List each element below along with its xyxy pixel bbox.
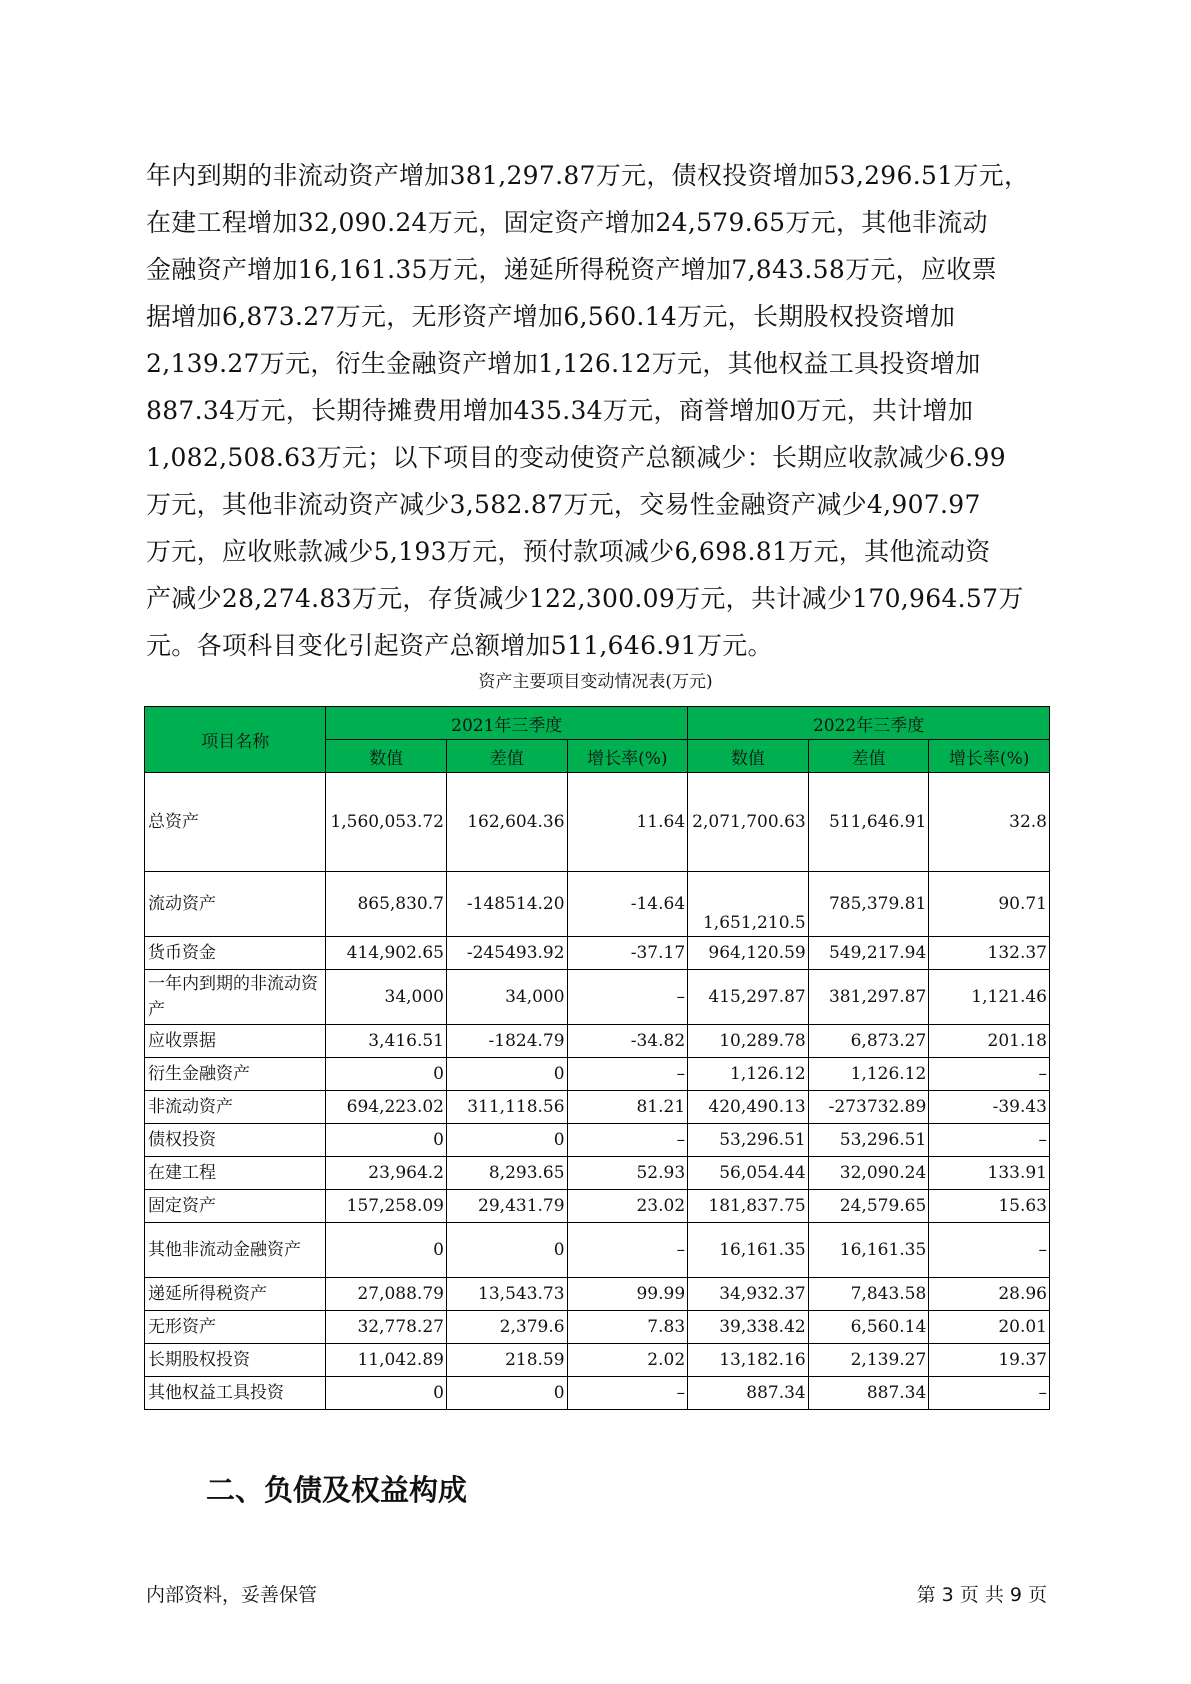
header-diff: 差值 — [446, 740, 567, 773]
cell-diff-2021: 13,543.73 — [446, 1278, 567, 1311]
cell-diff-2021: 34,000 — [446, 970, 567, 1025]
table-row — [145, 1278, 1050, 1311]
cell-value-2021: 0 — [326, 1223, 447, 1278]
table-row — [145, 1344, 1050, 1377]
cell-diff-2021: 2,379.6 — [446, 1311, 567, 1344]
cell-value-2022: 1,651,210.5 — [688, 872, 809, 937]
cell-growth-2022: 132.37 — [929, 937, 1050, 970]
cell-value-2021: 23,964.2 — [326, 1157, 447, 1190]
cell-value-2022: 39,338.42 — [688, 1311, 809, 1344]
cell-diff-2022: 53,296.51 — [808, 1124, 929, 1157]
cell-value-2021: 694,223.02 — [326, 1091, 447, 1124]
cell-growth-2022: 20.01 — [929, 1311, 1050, 1344]
cell-diff-2021: 311,118.56 — [446, 1091, 567, 1124]
cell-growth-2021: 81.21 — [567, 1091, 688, 1124]
cell-growth-2022: 201.18 — [929, 1025, 1050, 1058]
table-row — [145, 872, 1050, 937]
cell-diff-2022: -273732.89 — [808, 1091, 929, 1124]
cell-diff-2021: 0 — [446, 1377, 567, 1410]
cell-value-2021: 1,560,053.72 — [326, 773, 447, 872]
cell-growth-2022: 90.71 — [929, 872, 1050, 937]
cell-growth-2021: 99.99 — [567, 1278, 688, 1311]
cell-growth-2022: 1,121.46 — [929, 970, 1050, 1025]
cell-growth-2021: -34.82 — [567, 1025, 688, 1058]
cell-diff-2022: 549,217.94 — [808, 937, 929, 970]
cell-value-2021: 0 — [326, 1377, 447, 1410]
cell-growth-2021: 2.02 — [567, 1344, 688, 1377]
cell-growth-2021: – — [567, 1124, 688, 1157]
row-name: 非流动资产 — [145, 1091, 326, 1124]
cell-value-2022: 34,932.37 — [688, 1278, 809, 1311]
cell-value-2021: 32,778.27 — [326, 1311, 447, 1344]
cell-growth-2021: 52.93 — [567, 1157, 688, 1190]
row-name: 一年内到期的非流动资产 — [145, 970, 326, 1025]
cell-diff-2022: 6,873.27 — [808, 1025, 929, 1058]
cell-value-2021: 157,258.09 — [326, 1190, 447, 1223]
cell-value-2022: 13,182.16 — [688, 1344, 809, 1377]
cell-diff-2021: -148514.20 — [446, 872, 567, 937]
cell-value-2021: 865,830.7 — [326, 872, 447, 937]
table-row — [145, 1025, 1050, 1058]
cell-diff-2021: 218.59 — [446, 1344, 567, 1377]
cell-diff-2021: -245493.92 — [446, 937, 567, 970]
cell-value-2022: 53,296.51 — [688, 1124, 809, 1157]
cell-growth-2022: 28.96 — [929, 1278, 1050, 1311]
cell-value-2022: 16,161.35 — [688, 1223, 809, 1278]
table-row — [145, 773, 1050, 872]
cell-growth-2021: – — [567, 1223, 688, 1278]
cell-value-2021: 11,042.89 — [326, 1344, 447, 1377]
table-row — [145, 937, 1050, 970]
cell-growth-2022: – — [929, 1058, 1050, 1091]
row-name: 应收票据 — [145, 1025, 326, 1058]
cell-value-2022: 415,297.87 — [688, 970, 809, 1025]
header-growth: 增长率(%) — [567, 740, 688, 773]
row-name: 衍生金融资产 — [145, 1058, 326, 1091]
cell-diff-2022: 16,161.35 — [808, 1223, 929, 1278]
table-row — [145, 1157, 1050, 1190]
cell-value-2022: 964,120.59 — [688, 937, 809, 970]
cell-diff-2021: 0 — [446, 1124, 567, 1157]
cell-growth-2021: -37.17 — [567, 937, 688, 970]
header-value: 数值 — [326, 740, 447, 773]
table-row — [145, 970, 1050, 1025]
cell-growth-2022: 32.8 — [929, 773, 1050, 872]
cell-growth-2022: -39.43 — [929, 1091, 1050, 1124]
asset-change-table — [144, 706, 1050, 1410]
cell-value-2021: 414,902.65 — [326, 937, 447, 970]
cell-diff-2022: 6,560.14 — [808, 1311, 929, 1344]
cell-growth-2021: – — [567, 1058, 688, 1091]
paragraph-line: 据增加6,873.27万元，无形资产增加6,560.14万元，长期股权投资增加 — [146, 302, 956, 331]
footer-confidential-note: 内部资料，妥善保管 — [146, 1584, 318, 1606]
row-name: 在建工程 — [145, 1157, 326, 1190]
cell-diff-2022: 24,579.65 — [808, 1190, 929, 1223]
row-name: 长期股权投资 — [145, 1344, 326, 1377]
table-header-row — [145, 707, 1050, 740]
cell-growth-2021: – — [567, 970, 688, 1025]
header-value: 数值 — [688, 740, 809, 773]
cell-value-2021: 0 — [326, 1124, 447, 1157]
header-diff: 差值 — [808, 740, 929, 773]
paragraph-line: 年内到期的非流动资产增加381,297.87万元，债权投资增加53,296.51万元， — [146, 161, 1030, 190]
cell-growth-2022: 15.63 — [929, 1190, 1050, 1223]
cell-diff-2022: 7,843.58 — [808, 1278, 929, 1311]
cell-value-2021: 34,000 — [326, 970, 447, 1025]
cell-growth-2021: 11.64 — [567, 773, 688, 872]
cell-value-2021: 27,088.79 — [326, 1278, 447, 1311]
section-heading: 二、负债及权益构成 — [206, 1473, 468, 1507]
paragraph-line: 金融资产增加16,161.35万元，递延所得税资产增加7,843.58万元，应收票 — [146, 255, 997, 284]
header-period-2022: 2022年三季度 — [688, 707, 1050, 740]
header-growth: 增长率(%) — [929, 740, 1050, 773]
paragraph-line: 产减少28,274.83万元，存货减少122,300.09万元，共计减少170,964.57万 — [146, 584, 1024, 613]
cell-value-2022: 420,490.13 — [688, 1091, 809, 1124]
paragraph-line: 在建工程增加32,090.24万元，固定资产增加24,579.65万元，其他非流动 — [146, 208, 988, 237]
cell-diff-2022: 32,090.24 — [808, 1157, 929, 1190]
table-row — [145, 1058, 1050, 1091]
table-row — [145, 1377, 1050, 1410]
cell-growth-2021: 23.02 — [567, 1190, 688, 1223]
cell-diff-2022: 381,297.87 — [808, 970, 929, 1025]
cell-growth-2021: – — [567, 1377, 688, 1410]
cell-diff-2021: 0 — [446, 1223, 567, 1278]
table-row — [145, 1190, 1050, 1223]
cell-value-2022: 1,126.12 — [688, 1058, 809, 1091]
cell-growth-2021: 7.83 — [567, 1311, 688, 1344]
cell-value-2022: 887.34 — [688, 1377, 809, 1410]
body-paragraph — [146, 152, 1046, 669]
cell-value-2022: 2,071,700.63 — [688, 773, 809, 872]
table-row — [145, 1091, 1050, 1124]
cell-growth-2022: – — [929, 1223, 1050, 1278]
row-name: 无形资产 — [145, 1311, 326, 1344]
table-row — [145, 1311, 1050, 1344]
cell-value-2021: 3,416.51 — [326, 1025, 447, 1058]
cell-diff-2021: -1824.79 — [446, 1025, 567, 1058]
cell-value-2022: 56,054.44 — [688, 1157, 809, 1190]
cell-diff-2022: 887.34 — [808, 1377, 929, 1410]
cell-diff-2022: 785,379.81 — [808, 872, 929, 937]
paragraph-line: 2,139.27万元，衍生金融资产增加1,126.12万元，其他权益工具投资增加 — [146, 349, 981, 378]
cell-diff-2021: 8,293.65 — [446, 1157, 567, 1190]
cell-growth-2022: 19.37 — [929, 1344, 1050, 1377]
cell-growth-2022: – — [929, 1377, 1050, 1410]
row-name: 其他权益工具投资 — [145, 1377, 326, 1410]
row-name: 递延所得税资产 — [145, 1278, 326, 1311]
cell-value-2021: 0 — [326, 1058, 447, 1091]
cell-value-2022: 181,837.75 — [688, 1190, 809, 1223]
cell-growth-2022: – — [929, 1124, 1050, 1157]
cell-diff-2022: 2,139.27 — [808, 1344, 929, 1377]
header-item-name: 项目名称 — [145, 707, 326, 773]
paragraph-line: 万元，应收账款减少5,193万元，预付款项减少6,698.81万元，其他流动资 — [146, 537, 991, 566]
paragraph-line: 887.34万元，长期待摊费用增加435.34万元，商誉增加0万元，共计增加 — [146, 396, 974, 425]
footer-page-number: 第 3 页 共 9 页 — [916, 1584, 1047, 1606]
paragraph-line: 1,082,508.63万元；以下项目的变动使资产总额减少：长期应收款减少6.99 — [146, 443, 1006, 472]
cell-diff-2022: 1,126.12 — [808, 1058, 929, 1091]
cell-growth-2022: 133.91 — [929, 1157, 1050, 1190]
paragraph-line: 万元，其他非流动资产减少3,582.87万元，交易性金融资产减少4,907.97 — [146, 490, 981, 519]
header-period-2021: 2021年三季度 — [326, 707, 688, 740]
table-caption: 资产主要项目变动情况表(万元) — [478, 672, 713, 692]
row-name: 流动资产 — [145, 872, 326, 937]
row-name: 货币资金 — [145, 937, 326, 970]
cell-diff-2021: 162,604.36 — [446, 773, 567, 872]
table-row — [145, 1124, 1050, 1157]
paragraph-line: 元。各项科目变化引起资产总额增加511,646.91万元。 — [146, 631, 773, 660]
cell-diff-2021: 0 — [446, 1058, 567, 1091]
row-name: 总资产 — [145, 773, 326, 872]
cell-growth-2021: -14.64 — [567, 872, 688, 937]
cell-value-2022: 10,289.78 — [688, 1025, 809, 1058]
row-name: 债权投资 — [145, 1124, 326, 1157]
cell-diff-2021: 29,431.79 — [446, 1190, 567, 1223]
table-row — [145, 1223, 1050, 1278]
row-name: 固定资产 — [145, 1190, 326, 1223]
cell-diff-2022: 511,646.91 — [808, 773, 929, 872]
row-name: 其他非流动金融资产 — [145, 1223, 326, 1278]
